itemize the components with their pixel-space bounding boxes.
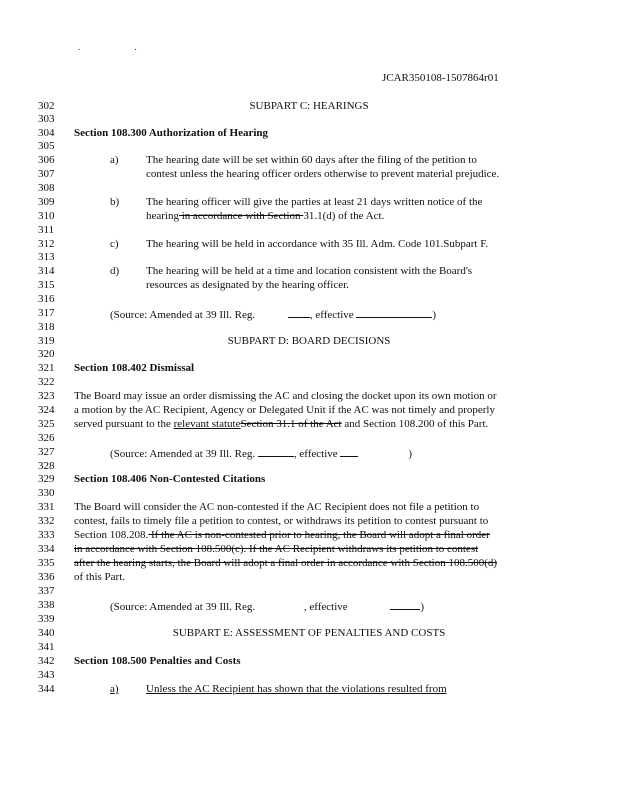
line-number: 307 (38, 168, 55, 180)
line-number: 342 (38, 655, 55, 667)
source-text: (Source: Amended at 39 Ill. Reg. (110, 448, 256, 460)
line-number: 314 (38, 265, 55, 277)
source-note (110, 307, 436, 322)
line-number: 306 (38, 154, 55, 166)
body-text: contest, fails to timely file a petition to contest, or withdraws its petition to contest pursuant to (74, 515, 489, 527)
subpart-heading: SUBPART C: HEARINGS (249, 100, 369, 112)
blank-line (340, 446, 358, 457)
body-text: The Board may issue an order dismissing the AC and closing the docket upon its own motion or (74, 390, 497, 402)
source-text: ) (408, 448, 413, 460)
line-number: 322 (38, 376, 55, 388)
item-label: b) (110, 196, 120, 208)
source-text: , effective (309, 309, 354, 321)
source-text: , effective (303, 601, 348, 613)
deleted-text: in accordance with Section 108.500(c). If the AC Recipient withdraws its petition to contest (74, 543, 479, 555)
body-text-segment: and Section 108.200 of this Part. (341, 418, 489, 430)
source-text: ) (432, 309, 437, 321)
body-text: a motion by the AC Recipient, Agency or Delegated Unit if the AC was not timely and properly (74, 404, 495, 416)
body-text: The hearing will be held in accordance with 35 Ill. Adm. Code 101.Subpart F. (146, 238, 489, 250)
line-number: 330 (38, 487, 55, 499)
body-text: resources as designated by the hearing officer. (146, 279, 349, 291)
line-number: 332 (38, 515, 55, 527)
line-number: 333 (38, 529, 55, 541)
inserted-text: relevant statute (173, 418, 241, 430)
line-number: 319 (38, 335, 55, 347)
blank-line (356, 307, 432, 318)
blank-line (390, 599, 420, 610)
source-note (110, 599, 424, 614)
line-number: 308 (38, 182, 55, 194)
body-text (146, 210, 384, 223)
body-text: contest unless the hearing officer orders otherwise to prevent material prejudice. (146, 168, 500, 180)
source-text: (Source: Amended at 39 Ill. Reg. (110, 309, 256, 321)
line-number: 328 (38, 460, 55, 472)
source-text: ) (420, 601, 425, 613)
section-heading: Section 108.500 Penalties and Costs (74, 655, 241, 667)
line-number: 318 (38, 321, 55, 333)
source-text: , effective (293, 448, 338, 460)
blank-line (258, 446, 294, 457)
line-number: 326 (38, 432, 55, 444)
line-number: 302 (38, 100, 55, 112)
line-number: 337 (38, 585, 55, 597)
line-number: 339 (38, 613, 55, 625)
body-text-segment: hearing (146, 210, 179, 222)
subpart-heading: SUBPART D: BOARD DECISIONS (227, 335, 391, 347)
line-number: 331 (38, 501, 55, 513)
line-number: 327 (38, 446, 55, 458)
body-text: The hearing officer will give the parties at least 21 days written notice of the (146, 196, 483, 208)
body-text: The hearing will be held at a time and location consistent with the Board's (146, 265, 473, 277)
line-number: 336 (38, 571, 55, 583)
inserted-text: Unless the AC Recipient has shown that the violations resulted from (146, 683, 447, 695)
line-number: 338 (38, 599, 55, 611)
line-number: 313 (38, 251, 55, 263)
section-heading: Section 108.402 Dismissal (74, 362, 195, 374)
line-number: 303 (38, 113, 55, 125)
item-label: a) (110, 683, 119, 695)
deleted-text: after the hearing starts, the Board will adopt a final order in accordance with Section 108.500(d) (74, 557, 498, 569)
body-text: The hearing date will be set within 60 days after the filing of the petition to (146, 154, 477, 166)
line-number: 343 (38, 669, 55, 681)
deleted-text: Section 31.1 of the Act (240, 418, 342, 430)
subpart-heading: SUBPART E: ASSESSMENT OF PENALTIES AND COSTS (172, 627, 446, 639)
blank-line (288, 307, 310, 318)
line-number: 335 (38, 557, 55, 569)
line-number: 344 (38, 683, 55, 695)
line-number: 315 (38, 279, 55, 291)
document-id: JCAR350108-1507864r01 (382, 72, 499, 84)
line-number: 317 (38, 307, 55, 319)
item-label: d) (110, 265, 120, 277)
line-number: 325 (38, 418, 55, 430)
line-number: 341 (38, 641, 55, 653)
line-number: 304 (38, 127, 55, 139)
body-text-segment: Section 108.208. (74, 529, 149, 541)
line-number: 305 (38, 140, 55, 152)
body-text (74, 418, 488, 431)
section-heading: Section 108.406 Non-Contested Citations (74, 473, 266, 485)
line-number: 321 (38, 362, 55, 374)
deleted-text: in accordance with Section (178, 210, 304, 222)
line-number: 324 (38, 404, 55, 416)
body-text: The Board will consider the AC non-contested if the AC Recipient does not file a petition to (74, 501, 480, 513)
item-label: c) (110, 238, 119, 250)
line-number: 316 (38, 293, 55, 305)
item-label: a) (110, 154, 119, 166)
line-number: 334 (38, 543, 55, 555)
body-text-segment: served pursuant to the (74, 418, 174, 430)
body-text: of this Part. (74, 571, 126, 583)
line-number: 310 (38, 210, 55, 222)
source-note (110, 446, 412, 461)
line-number: 309 (38, 196, 55, 208)
source-text: (Source: Amended at 39 Ill. Reg. (110, 601, 256, 613)
line-number: 329 (38, 473, 55, 485)
body-text-segment: 31.1(d) of the Act. (303, 210, 385, 222)
deleted-text: If the AC is non-contested prior to hearing, the Board will adopt a final order (148, 529, 490, 541)
line-number: 323 (38, 390, 55, 402)
line-number: 311 (38, 224, 55, 236)
scan-mark: . . (78, 42, 163, 52)
section-heading: Section 108.300 Authorization of Hearing (74, 127, 269, 139)
line-number: 340 (38, 627, 55, 639)
line-number: 312 (38, 238, 55, 250)
body-text (74, 529, 490, 542)
line-number: 320 (38, 348, 55, 360)
